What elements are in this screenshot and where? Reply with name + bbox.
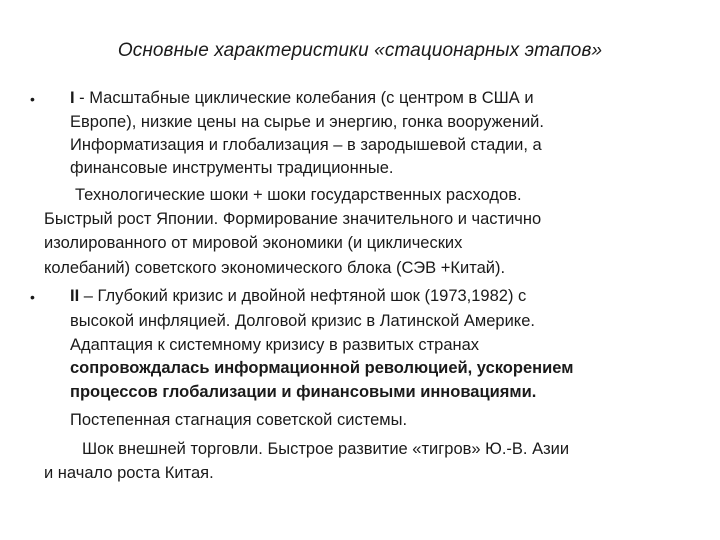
slide-title: Основные характеристики «стационарных этапов» bbox=[117, 40, 603, 61]
section2-roman: II bbox=[70, 287, 80, 305]
section2-line-2: высокой инфляцией. Долговой кризис в Латинской Америке. bbox=[70, 312, 535, 330]
section2-line-3: Адаптация к системному кризису в развитых странах bbox=[70, 336, 480, 354]
section1-line-2: Европе), низкие цены на сырье и энергию, гонка вооружений. bbox=[70, 113, 544, 131]
section2-cont-1: Постепенная стагнация советской системы. bbox=[70, 411, 408, 429]
section1-cont-4: колебаний) советского экономического блока (СЭВ +Китай). bbox=[44, 259, 506, 277]
section2-line-1-text: – Глубокий кризис и двойной нефтяной шок (1973,1982) с bbox=[79, 287, 527, 305]
section1-line-1 bbox=[70, 87, 534, 109]
section1-cont-1: Технологические шоки + шоки государственных расходов. bbox=[75, 186, 522, 204]
bullet-1: • bbox=[30, 91, 35, 107]
section2-cont-3: и начало роста Китая. bbox=[44, 464, 214, 482]
section1-cont-3: изолированного от мировой экономики (и циклических bbox=[44, 234, 463, 252]
section2-bold-1: сопровождалась информационной революцией, ускорением bbox=[70, 359, 574, 377]
section2-bold-2: процессов глобализации и финансовыми инновациями. bbox=[70, 383, 537, 401]
section1-line-4: финансовые инструменты традиционные. bbox=[70, 159, 394, 177]
section1-line-3: Информатизация и глобализация – в зародышевой стадии, а bbox=[70, 136, 542, 154]
section2-cont-2: Шок внешней торговли. Быстрое развитие «тигров» Ю.-В. Азии bbox=[82, 440, 570, 458]
section2-line-1 bbox=[70, 285, 526, 307]
section1-line-1-text: - Масштабные циклические колебания (с центром в США и bbox=[74, 89, 534, 107]
section1-roman: I bbox=[70, 89, 75, 107]
section1-cont-2: Быстрый рост Японии. Формирование значительного и частично bbox=[44, 210, 542, 228]
bullet-2: • bbox=[30, 289, 35, 305]
